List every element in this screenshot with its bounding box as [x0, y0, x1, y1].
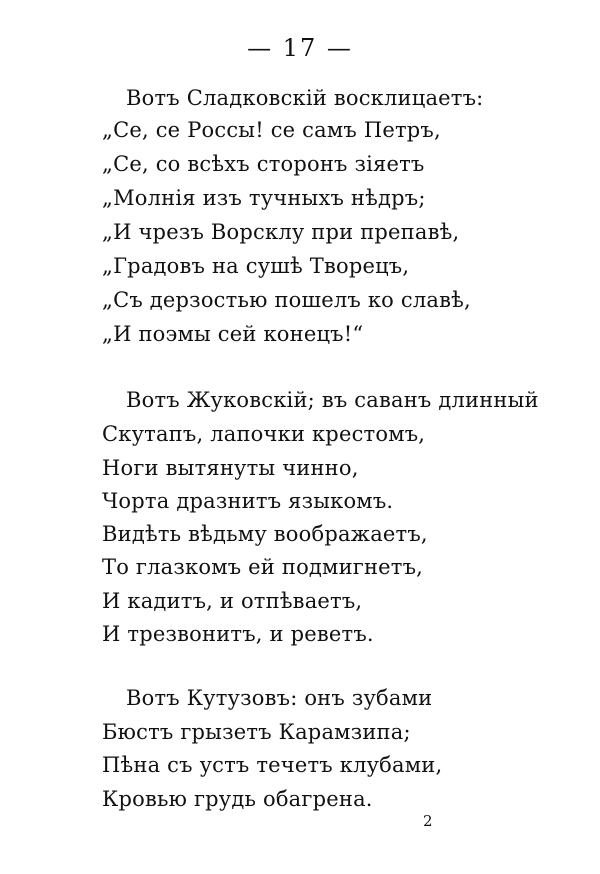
poem-line: Чорта дразнитъ языкомъ.	[102, 489, 394, 513]
poem-line: „Градовъ на сушѣ Творецъ,	[102, 254, 410, 278]
poem-line: Видѣть вѣдьму воображаетъ,	[102, 522, 428, 546]
poem-line: И кадитъ, и отпѣваетъ,	[102, 589, 363, 613]
poem-line: Вотъ Кутузовъ: онъ зубами	[126, 686, 433, 710]
poem-line: „Се, со всѣхъ сторонъ зіяетъ	[102, 152, 425, 176]
poem-line: Ноги вытянуты чинно,	[102, 456, 359, 480]
poem-line: „И чрезъ Ворсклу при препавѣ,	[102, 220, 460, 244]
poem-line: Бюстъ грызетъ Карамзипа;	[102, 720, 411, 744]
poem-line: Кровью грудь обагрена.	[102, 787, 373, 811]
poem-line: И трезвонитъ, и реветъ.	[102, 622, 374, 646]
page-number: — 17 —	[247, 34, 353, 62]
poem-line: „Се, се Россы! се самъ Петръ,	[102, 118, 441, 142]
poem-line: „Молнія изъ тучныхъ нѣдръ;	[102, 186, 426, 210]
poem-line: Пѣна съ устъ течетъ клубами,	[102, 753, 443, 777]
poem-line: „И поэмы сей конецъ!“	[102, 322, 364, 346]
poem-line: Вотъ Сладковскій восклицаетъ:	[126, 86, 484, 110]
poem-line: То глазкомъ ей подмигнетъ,	[102, 555, 424, 579]
poem-line: Вотъ Жуковскій; въ саванъ длинный	[126, 388, 539, 412]
printer-signature-mark: 2	[423, 812, 433, 830]
poem-line: Скутапъ, лапочки крестомъ,	[102, 422, 426, 446]
poem-line: „Съ дерзостью пошелъ ко славѣ,	[102, 288, 471, 312]
